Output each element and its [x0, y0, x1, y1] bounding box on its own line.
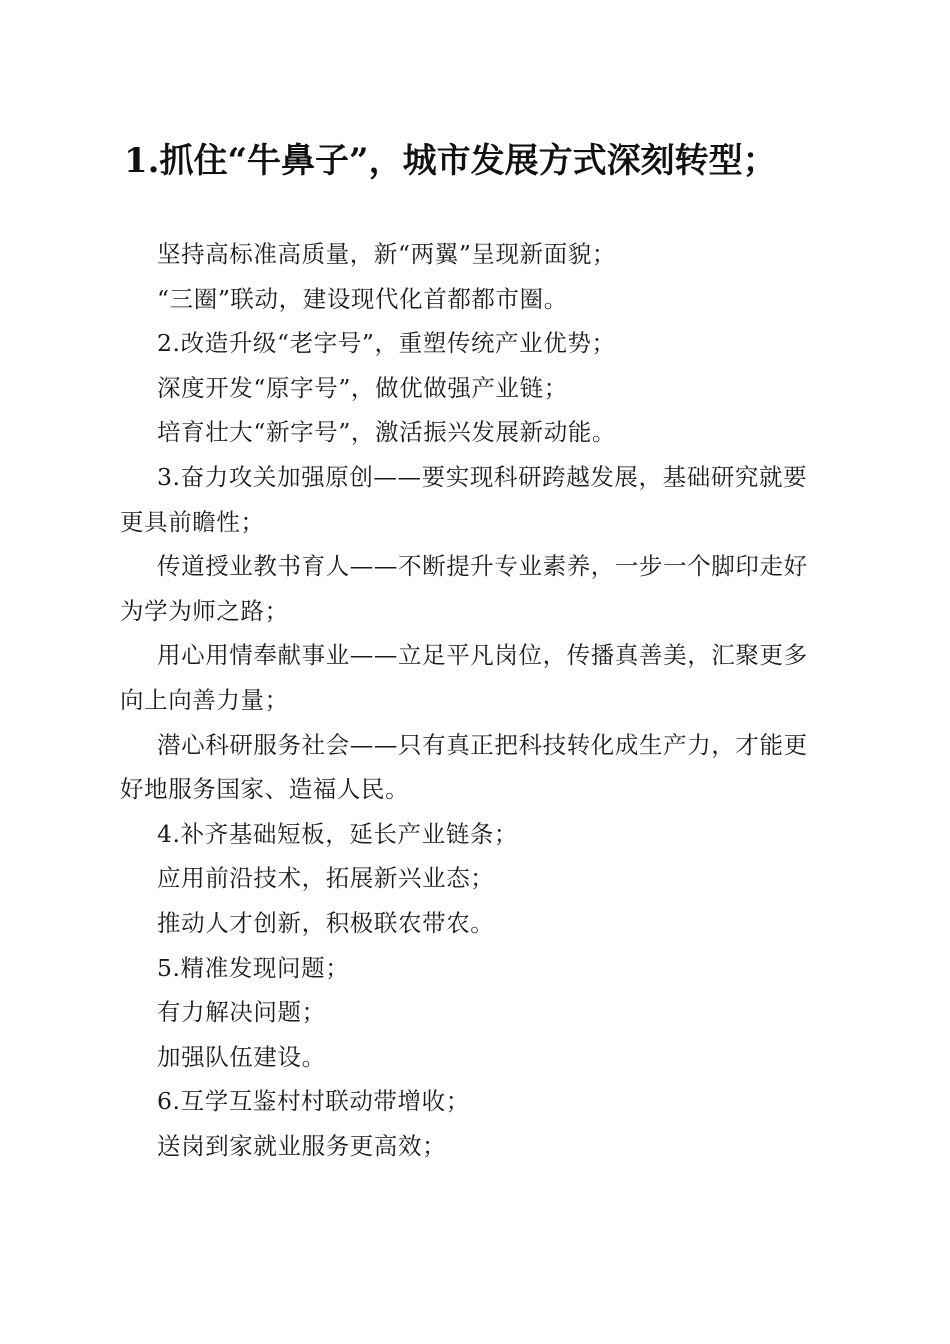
paragraph: 3.奋力攻关加强原创——要实现科研跨越发展，基础研究就要更具前瞻性；	[120, 462, 808, 536]
paragraph: 4.补齐基础短板，延长产业链条；	[157, 819, 519, 848]
document-body	[120, 232, 823, 1168]
paragraph: 培育壮大“新字号”，激活振兴发展新动能。	[157, 418, 617, 447]
paragraph: 5.精准发现问题；	[157, 953, 350, 982]
paragraph: 潜心科研服务社会——只有真正把科技转化成生产力，才能更好地服务国家、造福人民。	[120, 730, 808, 804]
paragraph: “三圈”联动，建设现代化首都都市圈。	[157, 284, 568, 313]
paragraph: 6.互学互鉴村村联动带增收；	[157, 1087, 470, 1116]
paragraph: 加强队伍建设。	[157, 1042, 326, 1071]
paragraph: 深度开发“原字号”，做优做强产业链；	[157, 373, 568, 402]
document-heading: 1.抓住“牛鼻子”，城市发展方式深刻转型；	[124, 141, 777, 181]
paragraph: 应用前沿技术，拓展新兴业态；	[157, 864, 495, 893]
paragraph: 有力解决问题；	[157, 998, 326, 1027]
paragraph: 2.改造升级“老字号”，重塑传统产业优势；	[157, 329, 616, 358]
paragraph: 用心用情奉献事业——立足平凡岗位，传播真善美，汇聚更多向上向善力量；	[120, 641, 808, 714]
paragraph: 推动人才创新，积极联农带农。	[157, 908, 495, 937]
paragraph: 送岗到家就业服务更高效；	[157, 1131, 447, 1160]
paragraph: 传道授业教书育人——不断提升专业素养，一步一个脚印走好为学为师之路；	[120, 552, 808, 625]
paragraph: 坚持高标准高质量，新“两翼”呈现新面貌；	[157, 240, 617, 268]
